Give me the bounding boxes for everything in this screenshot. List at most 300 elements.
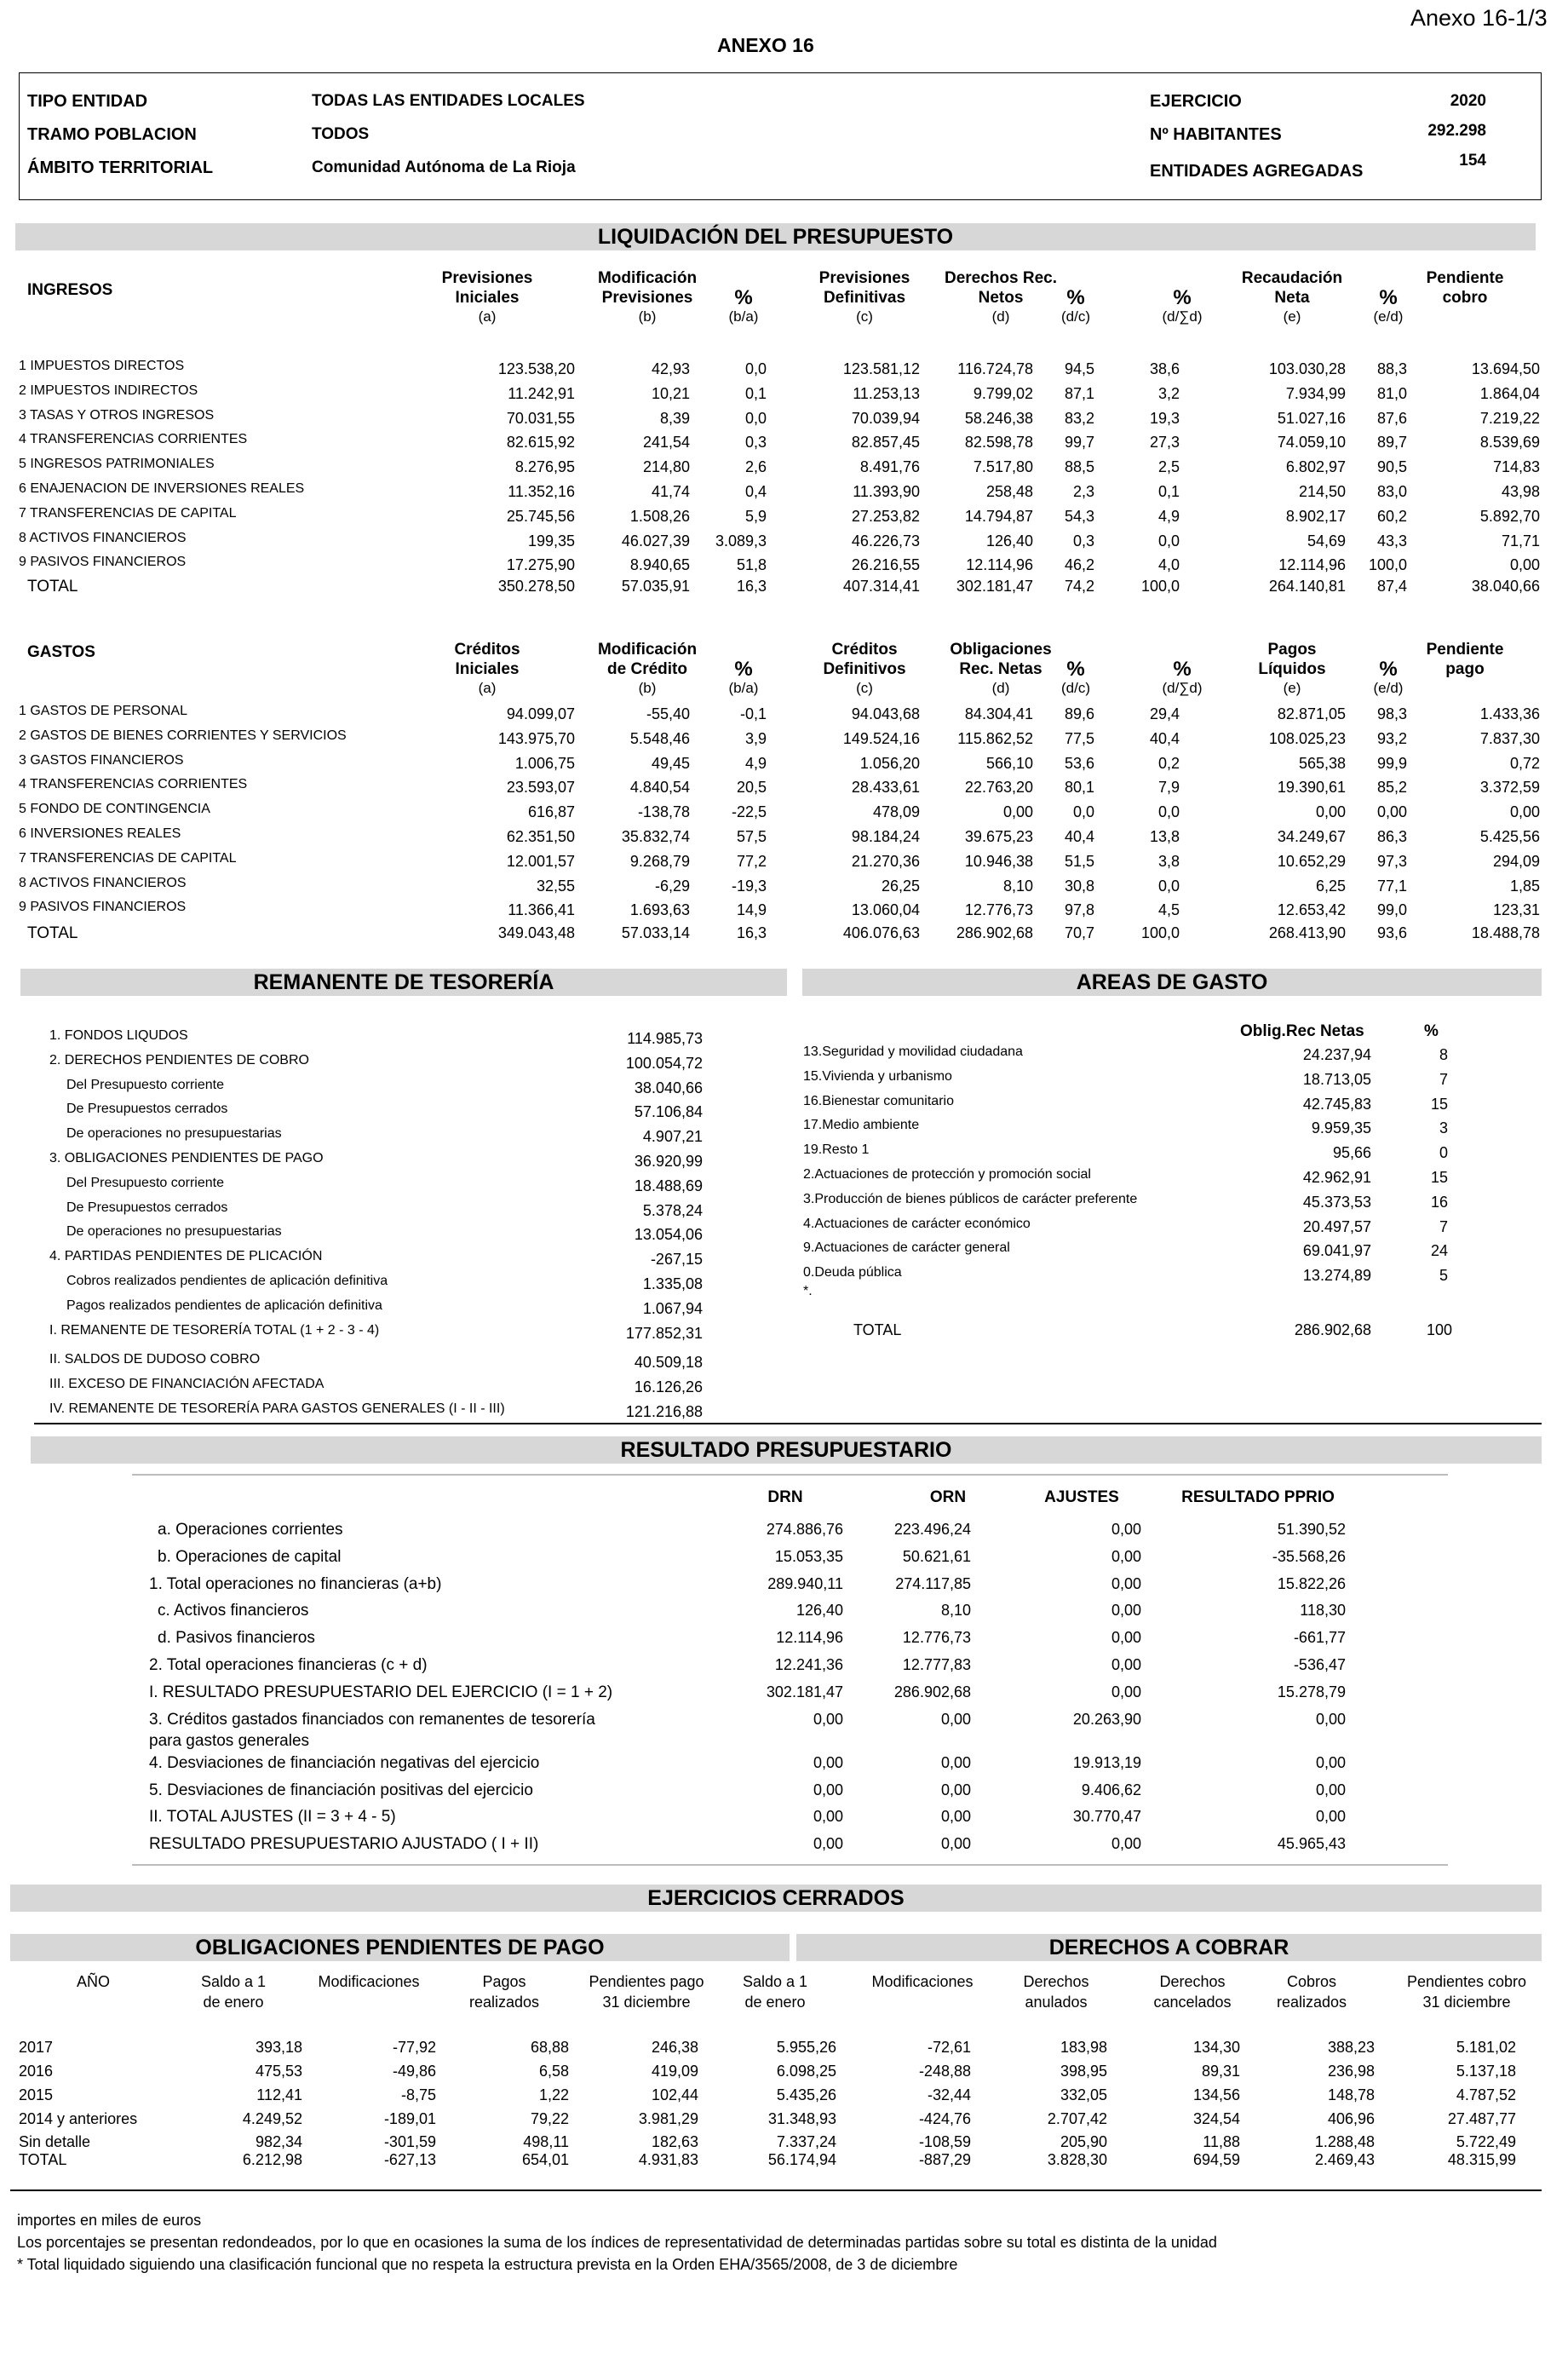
ingresos-row-value: 0,0 [1157, 532, 1180, 550]
gastos-row-value: 94.043,68 [851, 705, 920, 722]
remanente-row-value: 4.907,21 [642, 1128, 703, 1146]
gastos-row-value: 40,4 [1149, 729, 1180, 747]
gastos-row-value: 94.099,07 [506, 705, 575, 722]
resultado-row-value: 0,00 [1111, 1575, 1141, 1592]
cerrados-left-value: 4.249,52 [242, 2110, 302, 2127]
gastos-row-label: 3 GASTOS FINANCIEROS [19, 752, 184, 768]
gastos-row-value: 10.946,38 [964, 852, 1033, 870]
gastos-header-line1: Modificación [597, 641, 698, 659]
remanente-row-value: 38.040,66 [634, 1079, 703, 1096]
ingresos-row-value: 2,5 [1157, 458, 1180, 476]
remanente-row-value: 1.335,08 [642, 1275, 703, 1292]
gastos-header-code: (b) [638, 680, 657, 696]
resultado-row-label: II. TOTAL AJUSTES (II = 3 + 4 - 5) [149, 1808, 396, 1826]
gastos-row-value: 0,00 [1002, 803, 1033, 821]
cerrados-left-value: 498,11 [523, 2133, 569, 2150]
ingresos-row-value: 43,98 [1501, 483, 1540, 500]
ingresos-header-line1: Previsiones [441, 269, 533, 287]
ingresos-row-value: 116.724,78 [957, 360, 1033, 377]
gastos-row-value: 12.001,57 [506, 852, 575, 870]
areas-row-pct: 16 [1430, 1193, 1448, 1211]
ingresos-row-label: 3 TASAS Y OTROS INGRESOS [19, 407, 215, 423]
resultado-row-value: 12.241,36 [774, 1656, 843, 1673]
cerrados-right-header: Derechos [1159, 1973, 1226, 1990]
resultado-row-value: 9.406,62 [1081, 1781, 1141, 1798]
cerrados-right-value: 2.469,43 [1314, 2151, 1375, 2168]
cerrados-left-value: 246,38 [651, 2039, 698, 2056]
areas-row-label: 9.Actuaciones de carácter general [803, 1240, 1010, 1256]
ingresos-header-line1: Derechos Rec. [944, 269, 1057, 287]
areas-header-oblig: Oblig.Rec Netas [1240, 1022, 1364, 1040]
resultado-row-label: RESULTADO PRESUPUESTARIO AJUSTADO ( I + II) [149, 1835, 539, 1853]
ejercicio-value: 2020 [1450, 92, 1486, 110]
resultado-title: RESULTADO PRESUPUESTARIO [31, 1436, 1542, 1464]
areas-row-value: 95,66 [1332, 1144, 1371, 1162]
ingresos-row-label: 7 TRANSFERENCIAS DE CAPITAL [19, 505, 237, 521]
gastos-row-value: 19.390,61 [1277, 779, 1346, 797]
cerrados-right-value: 48.315,99 [1447, 2151, 1516, 2168]
gastos-row-value: 566,10 [985, 754, 1033, 772]
cerrados-left-value: 475,53 [255, 2063, 302, 2080]
areas-title: AREAS DE GASTO [802, 969, 1542, 996]
areas-row-label: 17.Medio ambiente [803, 1118, 920, 1133]
ingresos-row-value: 2,3 [1072, 483, 1094, 500]
remanente-bottom-rule [34, 1423, 1542, 1424]
ingresos-total-value: 87,4 [1376, 578, 1407, 595]
ingresos-row-label: 6 ENAJENACION DE INVERSIONES REALES [19, 481, 305, 496]
areas-row-label: 0.Deuda pública [803, 1265, 902, 1280]
gastos-row-value: 49,45 [651, 754, 690, 772]
ingresos-header-line1: % [734, 286, 753, 309]
cerrados-right-value: -108,59 [918, 2133, 971, 2150]
resultado-row-value: 50.621,61 [902, 1548, 971, 1565]
cerrados-left-value: 6.212,98 [242, 2151, 302, 2168]
gastos-header-code: (d/∑d) [1162, 680, 1203, 696]
gastos-row-value: 82.871,05 [1277, 705, 1346, 722]
remanente-row-value: 121.216,88 [625, 1403, 703, 1420]
ingresos-row-value: 60,2 [1376, 507, 1407, 525]
ingresos-row-value: 13.694,50 [1471, 360, 1540, 377]
cerrados-left-value: 102,44 [651, 2086, 698, 2103]
gastos-header-code: (e) [1283, 680, 1301, 696]
remanente-row-label: I. REMANENTE DE TESORERÍA TOTAL (1 + 2 - 3 - 4) [49, 1322, 380, 1338]
ingresos-row-value: 26.216,55 [851, 556, 920, 574]
gastos-row-value: 84.304,41 [964, 705, 1033, 722]
gastos-row-value: 7.837,30 [1479, 729, 1540, 747]
remanente-row-value: 16.126,26 [634, 1378, 703, 1396]
gastos-row-value: 0,00 [1509, 803, 1540, 821]
gastos-header-line1: Créditos [454, 641, 520, 659]
gastos-row-value: 97,3 [1376, 852, 1407, 870]
gastos-row-value: 10.652,29 [1277, 852, 1346, 870]
gastos-row-value: 93,2 [1376, 729, 1407, 747]
ingresos-row-value: 7.219,22 [1479, 409, 1540, 427]
cerrados-right-value: 1.288,48 [1314, 2133, 1375, 2150]
ingresos-row-value: 11.352,16 [508, 483, 575, 500]
gastos-row-value: 35.832,74 [621, 828, 690, 845]
ingresos-header-line2: Definitivas [823, 289, 906, 307]
ingresos-row-value: 12.114,96 [1278, 556, 1346, 574]
ingresos-row-value: 6.802,97 [1285, 458, 1346, 476]
gastos-row-value: 4.840,54 [629, 779, 690, 797]
areas-row-pct: 3 [1439, 1119, 1448, 1137]
cerrados-right-value: 398,95 [1060, 2063, 1107, 2080]
cerrados-right-header: Saldo a 1 [742, 1973, 808, 1990]
cerrados-right-value: 388,23 [1327, 2039, 1375, 2056]
ingresos-row-value: 14.794,87 [964, 507, 1033, 525]
ingresos-total-value: 38.040,66 [1471, 578, 1540, 595]
ingresos-total-value: 407.314,41 [842, 578, 920, 595]
cerrados-right-header2: anulados [1025, 1994, 1088, 2011]
resultado-row-value: 30.770,47 [1072, 1808, 1141, 1825]
areas-row-value: 42.962,91 [1302, 1169, 1371, 1186]
resultado-row-value: 0,00 [813, 1835, 843, 1852]
gastos-row-value: 51,5 [1064, 852, 1094, 870]
remanente-row-label: Del Presupuesto corriente [66, 1077, 224, 1092]
gastos-row-value: -19,3 [731, 877, 767, 895]
ingresos-row-value: 0,0 [744, 360, 767, 377]
resultado-row-value: 51.390,52 [1277, 1521, 1346, 1538]
ingresos-row-value: 70.031,55 [506, 409, 575, 427]
cerrados-right-value: 324,54 [1192, 2110, 1240, 2127]
resultado-row-value: 0,00 [1315, 1711, 1346, 1728]
gastos-row-value: 9.268,79 [629, 852, 690, 870]
resultado-row-value: 0,00 [1111, 1602, 1141, 1619]
remanente-row-value: 13.054,06 [634, 1226, 703, 1244]
ingresos-row-value: 7.934,99 [1285, 384, 1346, 402]
ingresos-row-value: 54,69 [1307, 532, 1346, 550]
gastos-row-value: 53,6 [1064, 754, 1094, 772]
ingresos-header-line2: Previsiones [601, 289, 693, 307]
gastos-row-value: 98,3 [1376, 705, 1407, 722]
gastos-row-label: 6 INVERSIONES REALES [19, 826, 181, 841]
ingresos-row-value: 41,74 [651, 483, 690, 500]
ingresos-row-value: 4,9 [1157, 507, 1180, 525]
gastos-row-value: 3,9 [744, 729, 767, 747]
gastos-row-value: -55,40 [646, 705, 690, 722]
cerrados-right-value: 236,98 [1327, 2063, 1375, 2080]
gastos-header-line1: % [1173, 658, 1192, 681]
remanente-row-label: III. EXCESO DE FINANCIACIÓN AFECTADA [49, 1377, 325, 1392]
ingresos-total-value: 264.140,81 [1268, 578, 1346, 595]
resultado-row-label: 5. Desviaciones de financiación positivas del ejercicio [149, 1781, 533, 1799]
cerrados-right-value: 56.174,94 [767, 2151, 836, 2168]
cerrados-left-value: 982,34 [255, 2133, 302, 2150]
resultado-row-value: 274.117,85 [895, 1575, 971, 1592]
areas-row-label: 13.Seguridad y movilidad ciudadana [803, 1044, 1023, 1059]
gastos-row-value: 0,0 [1157, 877, 1180, 895]
cerrados-left-value: 112,41 [256, 2086, 302, 2103]
gastos-row-value: 1.006,75 [514, 754, 575, 772]
ingresos-row-value: 199,35 [527, 532, 575, 550]
gastos-row-value: 89,6 [1064, 705, 1094, 722]
gastos-row-value: 108.025,23 [1268, 729, 1346, 747]
resultado-row-value: 0,00 [940, 1711, 971, 1728]
header-right-label: EJERCICIO [1150, 92, 1242, 111]
resultado-row-value: 0,00 [813, 1711, 843, 1728]
ingresos-row-value: 0,4 [744, 483, 767, 500]
ingresos-header-line1: Previsiones [818, 269, 910, 287]
ingresos-header-line2: Netos [978, 289, 1024, 307]
resultado-header: DRN [767, 1488, 803, 1506]
cerrados-row-year: 2014 y anteriores [19, 2110, 138, 2127]
ingresos-header-line1: % [1173, 286, 1192, 309]
ingresos-total-value: 100,0 [1140, 578, 1180, 595]
ingresos-row-value: 8.491,76 [859, 458, 920, 476]
ingresos-header-line1: % [1379, 286, 1398, 309]
resultado-row-value: 12.776,73 [902, 1629, 971, 1646]
gastos-row-label: 7 TRANSFERENCIAS DE CAPITAL [19, 850, 237, 866]
header-left-value: TODOS [312, 125, 370, 143]
ingresos-row-value: 71,71 [1501, 532, 1540, 550]
year-header: AÑO [77, 1973, 111, 1990]
cerrados-right-header: Pendientes cobro [1406, 1973, 1527, 1990]
gastos-row-value: 14,9 [736, 901, 767, 919]
resultado-row-value: -35.568,26 [1272, 1548, 1346, 1565]
header-right-label: ENTIDADES AGREGADAS [1150, 162, 1364, 181]
ingresos-header-line1: % [1066, 286, 1085, 309]
ingresos-row-value: 94,5 [1064, 360, 1094, 377]
resultado-row-value: 45.965,43 [1277, 1835, 1346, 1852]
gastos-row-value: 39.675,23 [964, 828, 1033, 845]
ingresos-row-value: 0,0 [744, 409, 767, 427]
ingresos-row-value: 54,3 [1064, 507, 1094, 525]
gastos-row-value: 23.593,07 [506, 779, 575, 797]
resultado-row-value: -536,47 [1293, 1656, 1346, 1673]
cerrados-right-value: 5.181,02 [1456, 2039, 1516, 2056]
ingresos-row-value: 25.745,56 [506, 507, 575, 525]
resultado-header: ORN [929, 1488, 967, 1506]
remanente-row-value: -267,15 [650, 1251, 703, 1269]
cerrados-left-value: -8,75 [400, 2086, 436, 2103]
resultado-row-label2: para gastos generales [149, 1732, 310, 1750]
ingresos-row-value: 88,5 [1064, 458, 1094, 476]
ingresos-row-value: 11.393,90 [853, 483, 920, 500]
cerrados-left-value: -49,86 [392, 2063, 436, 2080]
ingresos-header-code: (c) [856, 308, 873, 325]
gastos-header-line2: de Crédito [607, 660, 687, 678]
resultado-row-value: 0,00 [940, 1835, 971, 1852]
gastos-row-value: -22,5 [731, 803, 767, 821]
ingresos-header-code: (e/d) [1373, 308, 1404, 325]
remanente-row-value: 1.067,94 [642, 1299, 703, 1317]
remanente-row-label: De operaciones no presupuestarias [66, 1224, 282, 1240]
gastos-header-line2: Rec. Netas [959, 660, 1042, 678]
cerrados-left-header: Pagos [482, 1973, 526, 1990]
resultado-row-label: 2. Total operaciones financieras (c + d) [149, 1656, 428, 1674]
gastos-row-value: 77,2 [736, 852, 767, 870]
cerrados-row-year: 2016 [19, 2063, 54, 2080]
cerrados-right-value: 2.707,42 [1047, 2110, 1107, 2127]
gastos-row-value: 57,5 [736, 828, 767, 845]
areas-row-pct: 15 [1430, 1095, 1448, 1113]
cerrados-left-value: -627,13 [383, 2151, 436, 2168]
resultado-row-label: d. Pasivos financieros [158, 1629, 315, 1647]
gastos-row-value: 478,09 [872, 803, 920, 821]
gastos-row-value: 7,9 [1157, 779, 1180, 797]
ingresos-row-value: 83,0 [1376, 483, 1407, 500]
ingresos-row-value: 82.615,92 [506, 434, 575, 452]
ingresos-row-value: 42,93 [651, 360, 690, 377]
ingresos-row-label: 4 TRANSFERENCIAS CORRIENTES [19, 432, 248, 447]
cerrados-right-header: Derechos [1023, 1973, 1089, 1990]
ingresos-row-value: 70.039,94 [851, 409, 920, 427]
gastos-row-value: 77,5 [1064, 729, 1094, 747]
areas-total-label: TOTAL [853, 1321, 902, 1338]
ingresos-row-value: 27.253,82 [851, 507, 920, 525]
cerrados-right-value: -424,76 [918, 2110, 971, 2127]
ingresos-row-value: 9.799,02 [973, 384, 1033, 402]
ingresos-row-value: 2,6 [744, 458, 767, 476]
areas-row-value: 69.041,97 [1302, 1242, 1371, 1260]
gastos-total-value: 70,7 [1064, 924, 1094, 941]
gastos-row-value: 0,00 [1315, 803, 1346, 821]
gastos-label: GASTOS [27, 643, 95, 661]
ingresos-row-value: 0,1 [1157, 483, 1180, 500]
ingresos-row-value: 46.226,73 [851, 532, 920, 550]
gastos-row-value: 21.270,36 [851, 852, 920, 870]
cerrados-row-year: 2017 [19, 2039, 54, 2056]
footnote-units: importes en miles de euros [17, 2212, 202, 2229]
cerrados-right-value: 134,56 [1192, 2086, 1240, 2103]
resultado-row-value: -661,77 [1293, 1629, 1346, 1646]
resultado-row-value: 118,30 [1300, 1602, 1346, 1619]
gastos-header-code: (d/c) [1061, 680, 1090, 696]
areas-row-label: 4.Actuaciones de carácter económico [803, 1216, 1031, 1231]
gastos-row-value: 1.433,36 [1479, 705, 1540, 722]
gastos-row-value: 149.524,16 [842, 729, 920, 747]
remanente-row-label: De Presupuestos cerrados [66, 1200, 228, 1215]
ingresos-row-label: 9 PASIVOS FINANCIEROS [19, 555, 187, 570]
ingresos-row-label: 2 IMPUESTOS INDIRECTOS [19, 383, 198, 398]
gastos-header-code: (a) [478, 680, 497, 696]
gastos-row-value: 20,5 [736, 779, 767, 797]
ingresos-row-value: 258,48 [985, 483, 1033, 500]
cerrados-right-value: 134,30 [1192, 2039, 1240, 2056]
ingresos-row-label: 8 ACTIVOS FINANCIEROS [19, 530, 187, 545]
cerrados-left-header2: de enero [203, 1994, 264, 2011]
ingresos-row-value: 46.027,39 [621, 532, 690, 550]
gastos-total-value: 16,3 [736, 924, 767, 941]
remanente-title: REMANENTE DE TESORERÍA [20, 969, 787, 996]
ingresos-row-value: 103.030,28 [1268, 360, 1346, 377]
ingresos-row-value: 241,54 [642, 434, 690, 452]
liquidacion-title: LIQUIDACIÓN DEL PRESUPUESTO [15, 223, 1536, 250]
header-left-label: TIPO ENTIDAD [27, 92, 148, 111]
ingresos-row-value: 87,1 [1064, 384, 1094, 402]
gastos-header-line2: Líquidos [1258, 660, 1326, 678]
cerrados-right-value: 4.787,52 [1456, 2086, 1516, 2103]
ingresos-total-value: 302.181,47 [956, 578, 1033, 595]
gastos-row-value: 22.763,20 [964, 779, 1033, 797]
remanente-row-value: 5.378,24 [642, 1201, 703, 1219]
ingresos-header-code: (d/c) [1061, 308, 1090, 325]
resultado-row-value: 286.902,68 [893, 1683, 971, 1700]
gastos-row-value: 13.060,04 [851, 901, 920, 919]
ingresos-row-value: 81,0 [1376, 384, 1407, 402]
resultado-row-value: 0,00 [1111, 1548, 1141, 1565]
areas-row-pct: 8 [1439, 1046, 1448, 1063]
ingresos-header-line1: Recaudación [1241, 269, 1343, 287]
cerrados-left-value: 68,88 [530, 2039, 569, 2056]
remanente-row-label: Cobros realizados pendientes de aplicación definitiva [66, 1274, 388, 1288]
ingresos-header-line2: cobro [1442, 289, 1488, 307]
cerrados-right-value: -72,61 [927, 2039, 971, 2056]
gastos-header-line2: Definitivos [823, 660, 906, 678]
cerrados-right-value: 7.337,24 [776, 2133, 836, 2150]
ingresos-row-value: 3,2 [1157, 384, 1180, 402]
ingresos-row-value: 89,7 [1376, 434, 1407, 452]
cerrados-right-value: 6.098,25 [776, 2063, 836, 2080]
cerrados-left-value: 182,63 [651, 2133, 698, 2150]
ingresos-total-value: 16,3 [736, 578, 767, 595]
areas-row-value: 18.713,05 [1302, 1070, 1371, 1088]
gastos-total-value: 57.033,14 [621, 924, 690, 941]
gastos-row-value: 29,4 [1149, 705, 1180, 722]
gastos-total-value: 93,6 [1376, 924, 1407, 941]
ingresos-row-value: 8.940,65 [629, 556, 690, 574]
ingresos-row-value: 3.089,3 [715, 532, 767, 550]
cerrados-right-header2: cancelados [1153, 1994, 1232, 2011]
gastos-row-value: 294,09 [1492, 852, 1540, 870]
resultado-row-value: 15.278,79 [1277, 1683, 1346, 1700]
ingresos-row-value: 214,50 [1298, 483, 1346, 500]
cerrados-right-value: 5.435,26 [776, 2086, 836, 2103]
ingresos-header-line2: Neta [1274, 289, 1310, 307]
gastos-row-value: 1,85 [1509, 877, 1540, 895]
gastos-total-value: 286.902,68 [956, 924, 1033, 941]
gastos-row-value: 0,0 [1072, 803, 1094, 821]
cerrados-row-year: 2015 [19, 2086, 54, 2103]
ingresos-row-value: 19,3 [1149, 409, 1180, 427]
ingresos-row-value: 8.902,17 [1285, 507, 1346, 525]
cerrados-right-value: 406,96 [1327, 2110, 1375, 2127]
resultado-row-value: 12.114,96 [776, 1629, 843, 1646]
gastos-row-value: 143.975,70 [497, 729, 575, 747]
resultado-row-label: 1. Total operaciones no financieras (a+b) [149, 1575, 442, 1593]
footnote-functional: * Total liquidado siguiendo una clasificación funcional que no respeta la estructura prevista en la Orden EHA/3565/2008, de 3 de diciembre [17, 2256, 958, 2273]
resultado-row-value: 302.181,47 [766, 1683, 843, 1700]
areas-row-value: 45.373,53 [1302, 1193, 1371, 1211]
gastos-row-value: -0,1 [739, 705, 767, 722]
cerrados-left-value: 79,22 [530, 2110, 569, 2127]
ingresos-row-value: 51,8 [736, 556, 767, 574]
resultado-row-value: 0,00 [1315, 1808, 1346, 1825]
cerrados-right-header2: de enero [744, 1994, 806, 2011]
ingresos-total-value: 350.278,50 [497, 578, 575, 595]
ingresos-header-code: (d/∑d) [1162, 308, 1203, 325]
cerrados-right-title: DERECHOS A COBRAR [796, 1934, 1542, 1961]
resultado-row-value: 0,00 [813, 1754, 843, 1771]
areas-row-pct: 7 [1439, 1217, 1448, 1235]
footnote-rounding: Los porcentajes se presentan redondeados, por lo que en ocasiones la suma de los índices de representatividad de determinadas partidas sobre su total es distinta de la unidad [17, 2234, 1217, 2251]
resultado-row-value: 0,00 [813, 1808, 843, 1825]
ingresos-row-value: 12.114,96 [966, 556, 1033, 574]
ingresos-header-code: (b) [638, 308, 657, 325]
ingresos-row-value: 87,6 [1376, 409, 1407, 427]
cerrados-row-year: TOTAL [19, 2151, 67, 2168]
resultado-row-value: 15.822,26 [1277, 1575, 1346, 1592]
areas-row-value: 20.497,57 [1302, 1217, 1371, 1235]
gastos-row-value: 62.351,50 [506, 828, 575, 845]
gastos-row-value: 30,8 [1064, 877, 1094, 895]
resultado-row-value: 0,00 [1111, 1835, 1141, 1852]
cerrados-left-value: 1,22 [538, 2086, 569, 2103]
gastos-row-value: 115.862,52 [957, 729, 1033, 747]
gastos-total-value: 18.488,78 [1471, 924, 1540, 941]
gastos-row-value: 5.548,46 [629, 729, 690, 747]
areas-row-value: 24.237,94 [1302, 1046, 1371, 1063]
